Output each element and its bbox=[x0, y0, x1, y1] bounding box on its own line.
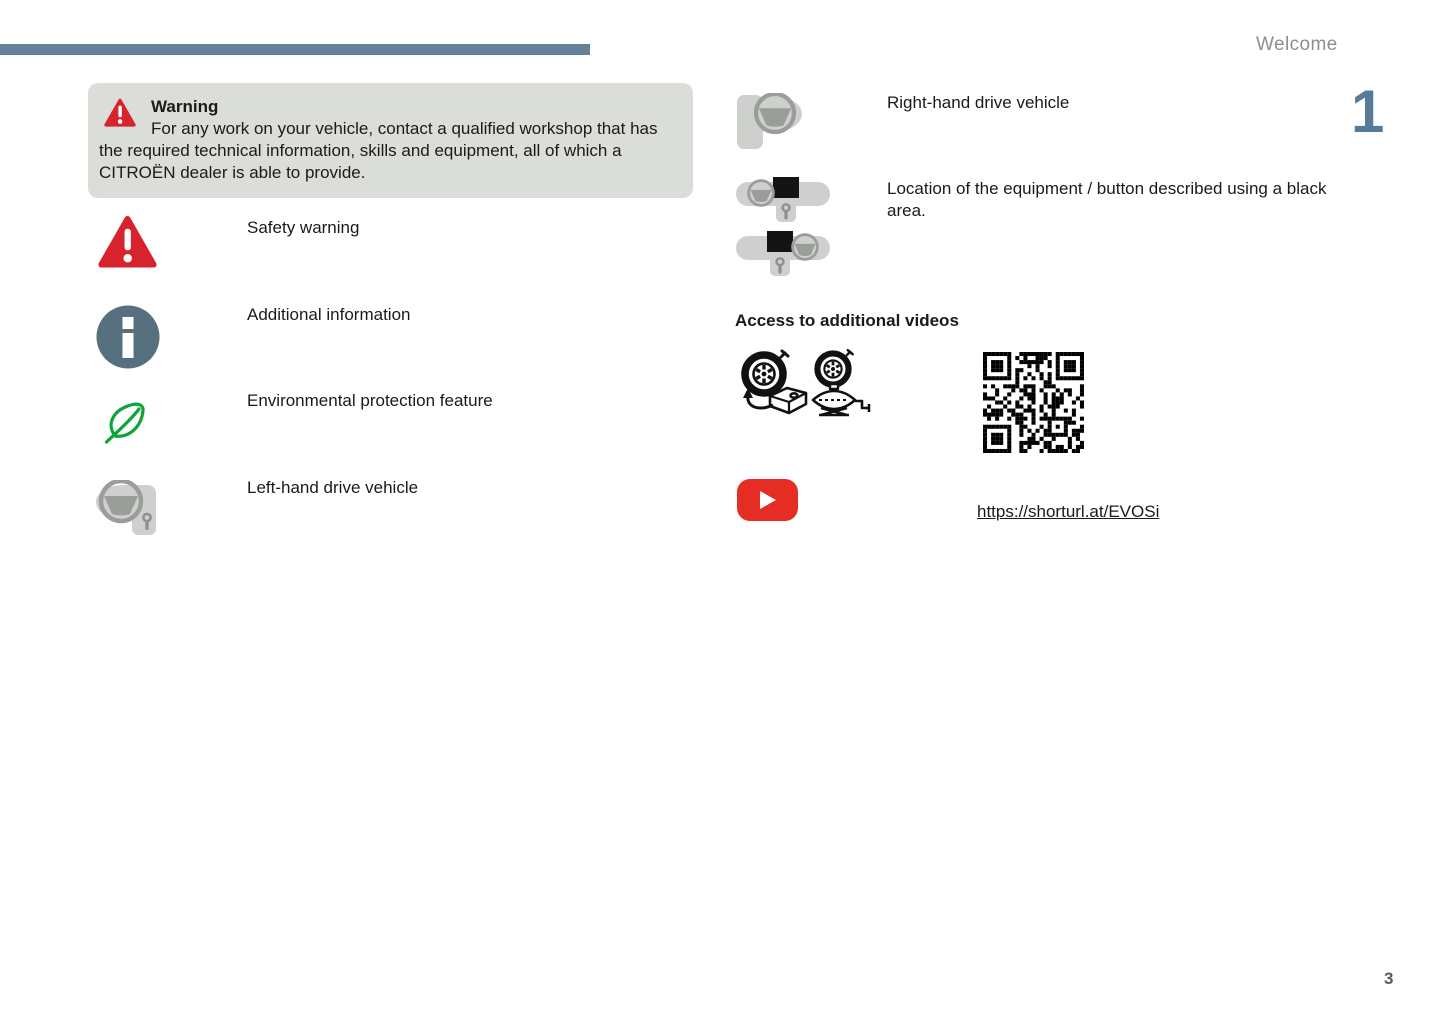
legend-label-safety-warning: Safety warning bbox=[247, 218, 360, 237]
safety-warning-icon bbox=[96, 213, 159, 270]
right-hand-drive-icon bbox=[735, 93, 803, 151]
section-title: Welcome bbox=[1256, 34, 1338, 55]
tire-jack-icon bbox=[806, 348, 872, 418]
header-accent-bar bbox=[0, 44, 590, 55]
videos-link[interactable]: https://shorturl.at/EVOSi bbox=[977, 502, 1160, 521]
qr-code bbox=[983, 352, 1084, 453]
environmental-leaf-icon bbox=[100, 396, 152, 448]
warning-body: For any work on your vehicle, contact a qualified workshop that has the required technical information, skills and equipment, all of which a CITROËN dealer is able to provide. bbox=[99, 119, 658, 182]
tire-inflation-kit-icon bbox=[736, 348, 808, 418]
videos-heading: Access to additional videos bbox=[735, 311, 959, 330]
legend-label-equipment-location: Location of the equipment / button described using a black area. bbox=[887, 179, 1327, 220]
chapter-number: 1 bbox=[1351, 78, 1385, 145]
equipment-location-lhd-icon bbox=[736, 176, 830, 230]
warning-title: Warning bbox=[151, 97, 219, 116]
legend-label-left-hand-drive: Left-hand drive vehicle bbox=[247, 478, 419, 497]
additional-information-icon bbox=[96, 305, 160, 369]
youtube-play-icon bbox=[737, 479, 798, 521]
legend-label-right-hand-drive: Right-hand drive vehicle bbox=[887, 93, 1070, 112]
warning-triangle-icon bbox=[103, 97, 137, 128]
warning-box bbox=[88, 83, 693, 198]
equipment-location-rhd-icon bbox=[736, 230, 830, 284]
left-hand-drive-icon bbox=[92, 480, 165, 535]
legend-label-environmental: Environmental protection feature bbox=[247, 391, 493, 410]
legend-label-additional-information: Additional information bbox=[247, 305, 411, 324]
page-number: 3 bbox=[1384, 969, 1394, 988]
